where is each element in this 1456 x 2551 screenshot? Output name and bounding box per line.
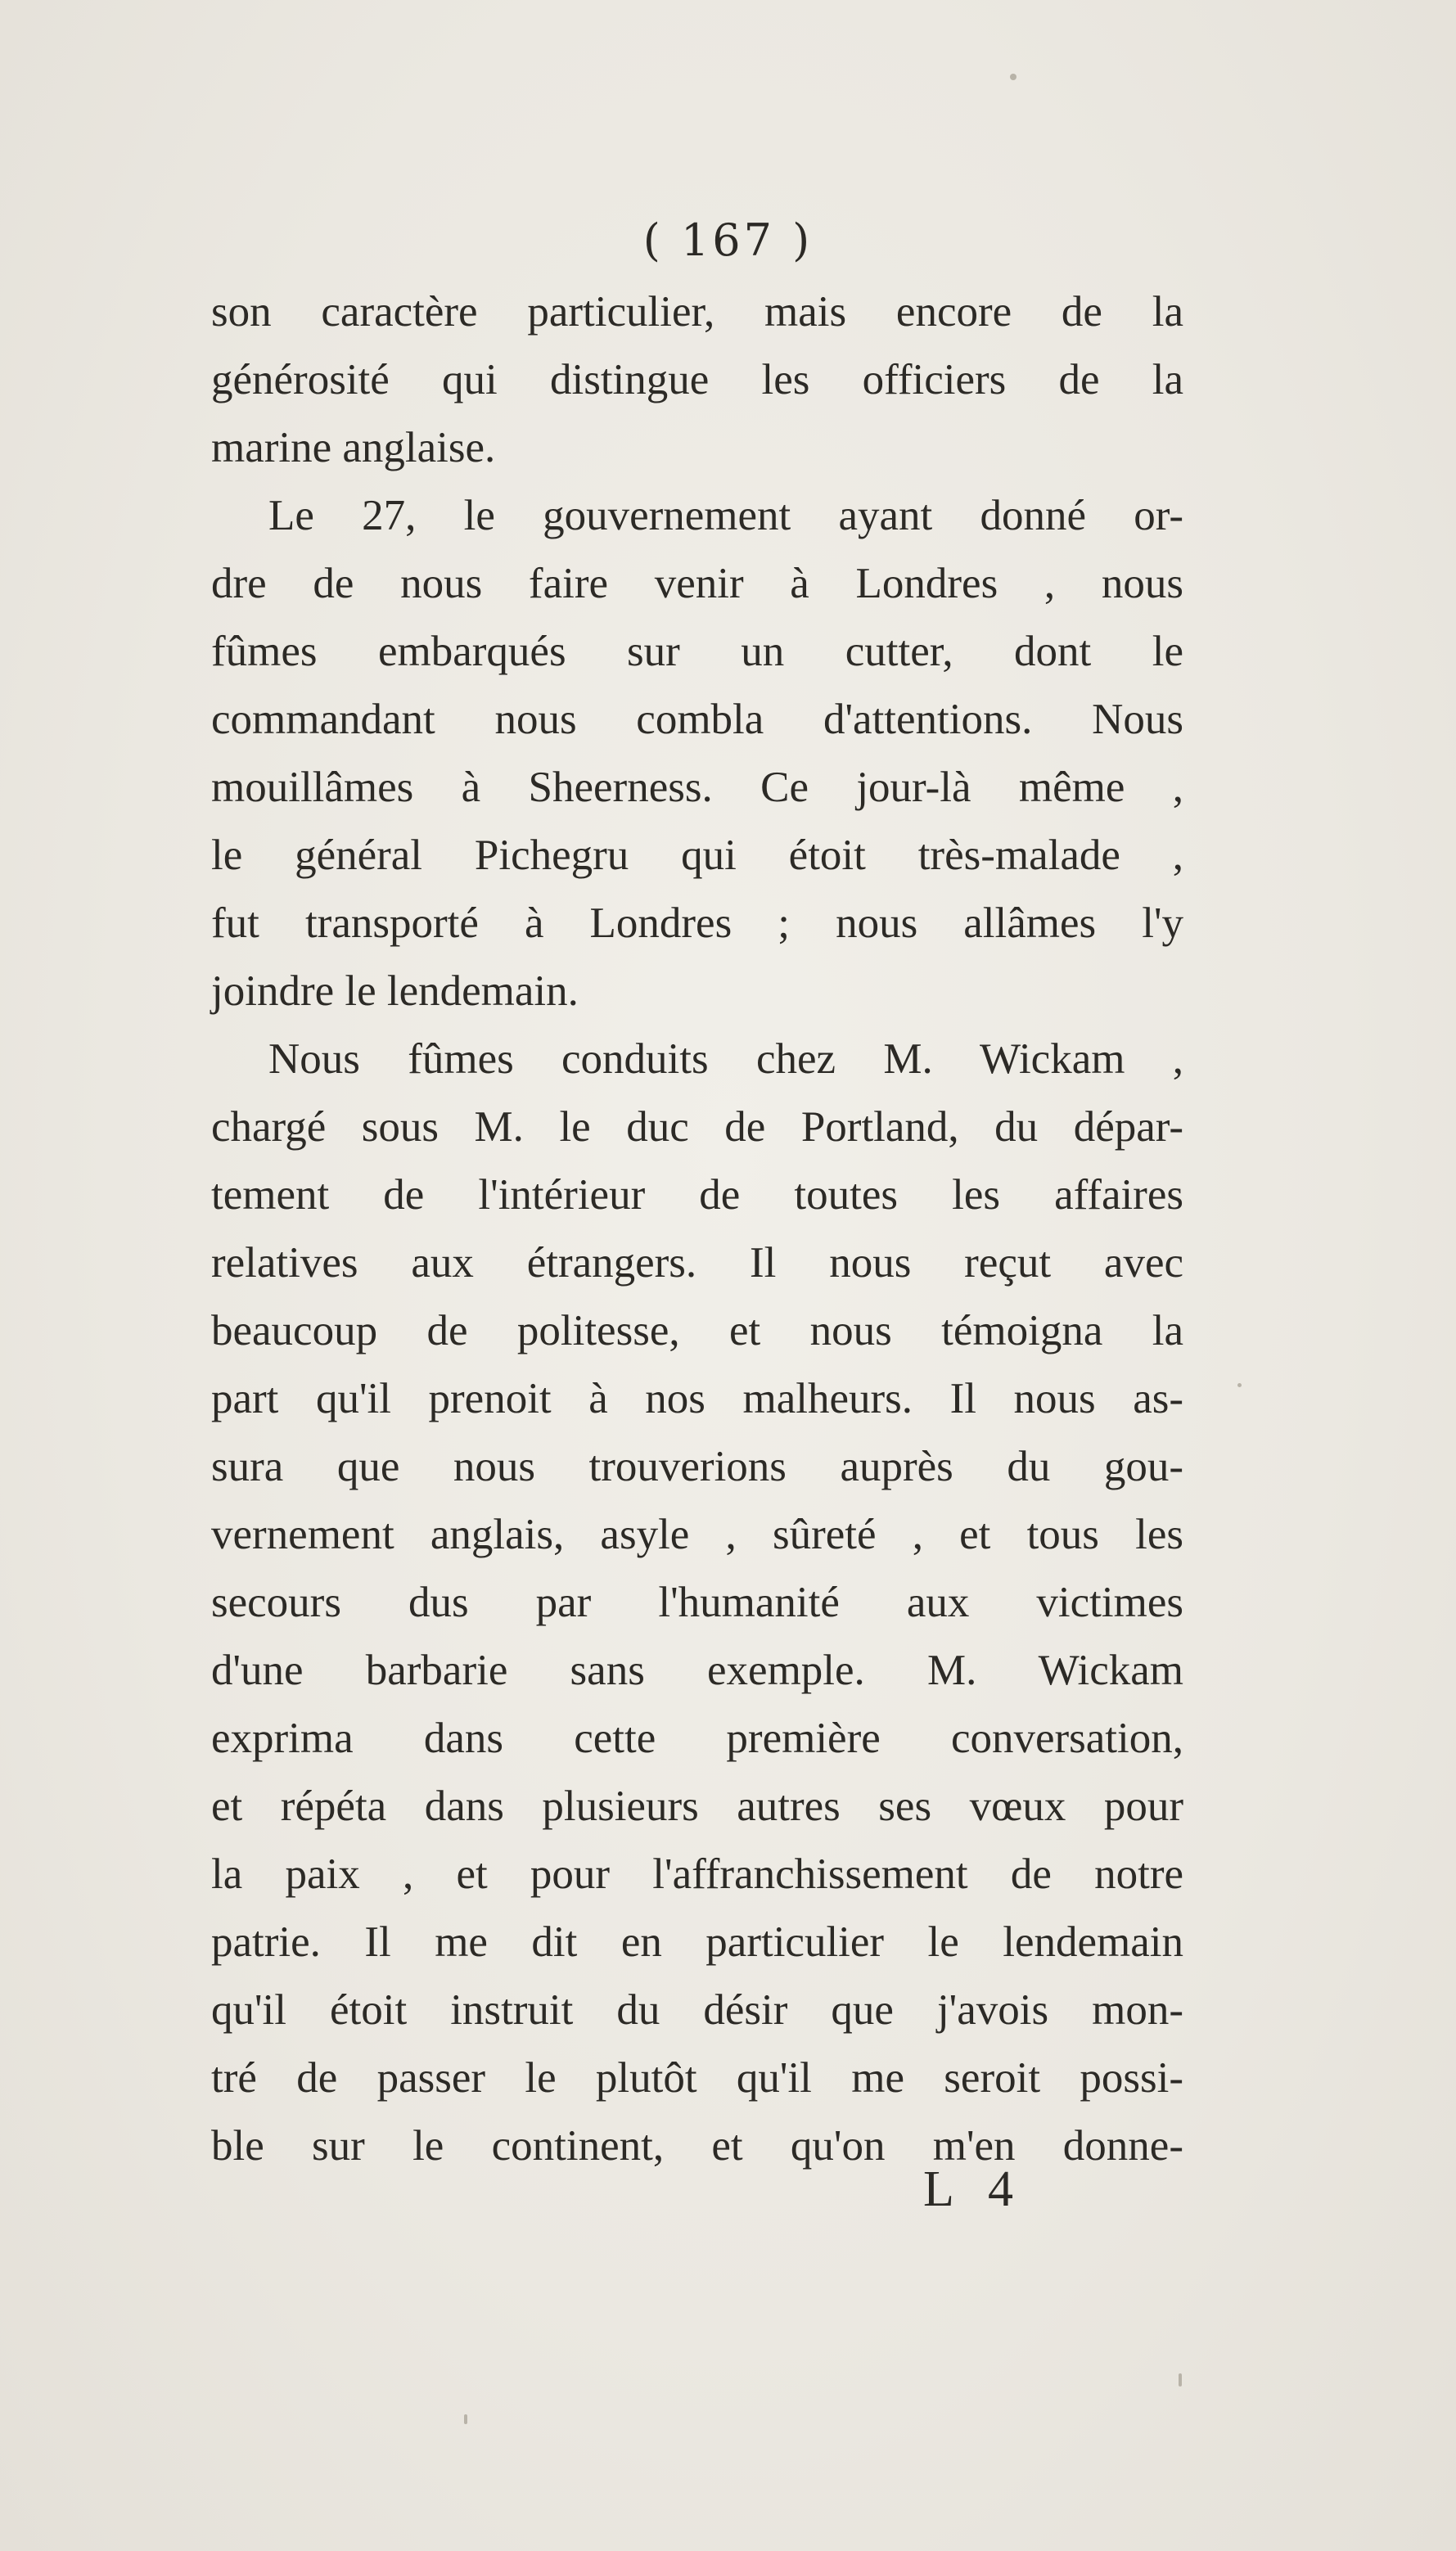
text-line: tement de l'intérieur de toutes les affaires bbox=[211, 1171, 1183, 1219]
text-line: générosité qui distingue les officiers de la bbox=[211, 356, 1183, 403]
page-number-header: ( 167 ) bbox=[642, 214, 814, 266]
paper-speck bbox=[1010, 74, 1016, 80]
paragraph-start-line: Nous fûmes conduits chez M. Wickam , bbox=[268, 1035, 1183, 1083]
text-line: commandant nous combla d'attentions. Nous bbox=[211, 696, 1183, 743]
paper-speck bbox=[1237, 1383, 1242, 1387]
text-line: patrie. Il me dit en particulier le lendemain bbox=[211, 1918, 1183, 1966]
text-line: relatives aux étrangers. Il nous reçut avec bbox=[211, 1239, 1183, 1287]
text-line: secours dus par l'humanité aux victimes bbox=[211, 1579, 1183, 1626]
paragraph-start-line: Le 27, le gouvernement ayant donné or- bbox=[268, 492, 1183, 539]
paper-speck bbox=[464, 2414, 467, 2424]
text-line: ble sur le continent, et qu'on m'en donne- bbox=[211, 2122, 1183, 2170]
text-line: fûmes embarqués sur un cutter, dont le bbox=[211, 628, 1183, 675]
text-line: mouillâmes à Sheerness. Ce jour-là même , bbox=[211, 764, 1183, 811]
text-line: qu'il étoit instruit du désir que j'avois mon- bbox=[211, 1986, 1183, 2034]
text-line: dre de nous faire venir à Londres , nous bbox=[211, 560, 1183, 607]
text-line: tré de passer le plutôt qu'il me seroit possi- bbox=[211, 2054, 1183, 2102]
text-line: le général Pichegru qui étoit très-malade , bbox=[211, 832, 1183, 879]
text-line: son caractère particulier, mais encore de la bbox=[211, 288, 1183, 336]
text-line: part qu'il prenoit à nos malheurs. Il nous as- bbox=[211, 1375, 1183, 1422]
text-line: la paix , et pour l'affranchissement de notre bbox=[211, 1850, 1183, 1898]
paper-speck bbox=[1179, 2373, 1182, 2386]
text-line: d'une barbarie sans exemple. M. Wickam bbox=[211, 1647, 1183, 1694]
text-line: marine anglaise. bbox=[211, 424, 496, 471]
text-line: beaucoup de politesse, et nous témoigna la bbox=[211, 1307, 1183, 1354]
body-text bbox=[211, 278, 1183, 2180]
signature-mark: L 4 bbox=[922, 2161, 1026, 2217]
text-line: fut transporté à Londres ; nous allâmes l'y bbox=[211, 899, 1183, 947]
text-line: exprima dans cette première conversation, bbox=[211, 1715, 1183, 1762]
text-line: joindre le lendemain. bbox=[211, 967, 579, 1015]
text-line: vernement anglais, asyle , sûreté , et tous les bbox=[211, 1511, 1183, 1558]
text-line: et répéta dans plusieurs autres ses vœux pour bbox=[211, 1783, 1183, 1830]
text-line: chargé sous M. le duc de Portland, du dépar- bbox=[211, 1103, 1183, 1151]
text-line: sura que nous trouverions auprès du gou- bbox=[211, 1443, 1183, 1490]
